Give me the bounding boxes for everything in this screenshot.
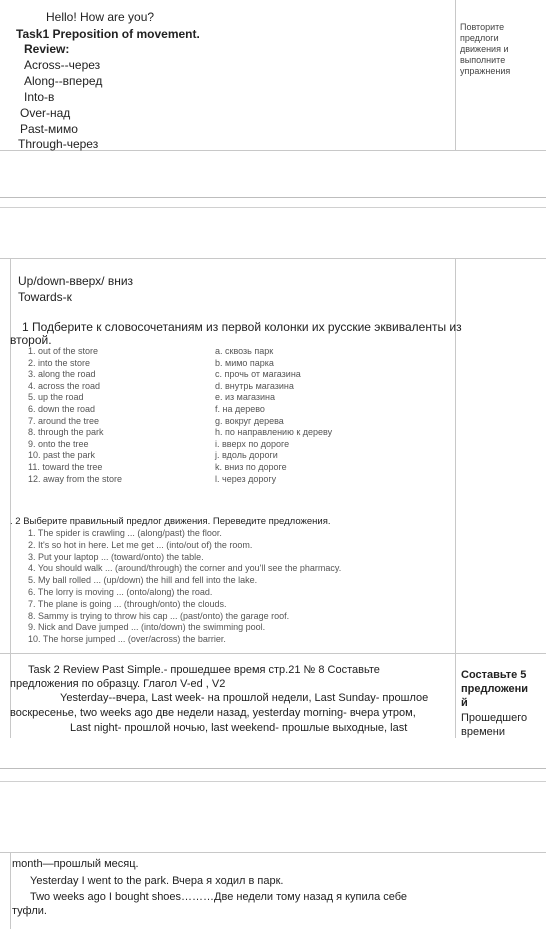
page-edge [0,197,546,198]
pair-item: Into-в [24,90,55,104]
side-note-line: й [461,697,468,709]
side-note-line: Составьте 5 [461,669,527,681]
list-item: b. мимо парка [215,357,274,368]
task-2-line: Yesterday--вчера, Last week- на прошлой недели, Last Sunday- прошлое [60,692,429,704]
list-item: d. внутрь магазина [215,380,294,391]
list-item: 4. You should walk ... (around/through) the corner and you'll see the pharmacy. [28,563,342,574]
list-item: c. прочь от магазина [215,369,301,380]
pair-item: Through-через [18,137,99,151]
task-2-line: предложения по образцу. Глагол V-ed , V2 [10,678,226,690]
list-item: 8. through the park [28,427,104,438]
exercise-2-list [28,528,341,646]
side-note-line: Прошедшего [461,712,528,724]
list-item: 7. The plane is going ... (through/onto) the clouds. [28,598,227,609]
list-item: g. вокруг дерева [215,415,284,426]
side-note-line: выполните [460,55,506,65]
list-item: 2. It's so hot in here. Let me get ... (into/out of) the room. [28,539,253,550]
side-note-line: движения и [460,44,509,54]
side-note-bold [461,668,528,710]
list-item: 3. along the road [28,369,96,380]
column-divider [455,0,456,150]
side-note-line: предложени [461,683,529,695]
list-item: 6. The lorry is moving ... (onto/along) the road. [28,586,213,597]
list-item: 1. out of the store [28,346,99,356]
list-item: 11. toward the tree [28,461,103,472]
pair-item: Along--вперед [24,74,103,88]
list-item: e. из магазина [215,392,275,403]
list-item: 10. past the park [28,450,96,461]
exercise-1-left-column [28,346,122,485]
pair-item: Towards-к [18,290,72,304]
list-item: i. вверх по дороге [215,438,290,449]
page-3-line: Yesterday I went to the park. Вчера я ходил в парк. [30,875,284,887]
page-top-border [0,852,546,853]
list-item: 9. Nick and Dave jumped ... (into/down) the swimming pool. [28,622,266,633]
pair-item: Across--через [24,58,101,72]
list-item: a. сквозь парк [215,346,274,356]
pair-item: Over-над [20,106,71,120]
list-item: 1. The spider is crawling ... (along/past) the floor. [28,528,222,538]
side-note-line: Повторите [460,22,505,32]
left-border [10,852,11,929]
task-2-line: Last night- прошлой ночью, last weekend- прошлые выходные, last [70,722,408,734]
task-2-line: Task 2 Review Past Simple.- прошедшее время стр.21 № 8 Составьте [28,664,380,676]
page-3-line: Two weeks ago I bought shoes………Две недели тому назад я купила себе [30,891,408,903]
page-edge [0,781,546,782]
left-border [10,258,11,738]
list-item: 4. across the road [28,380,101,391]
exercise-2-instruction: . 2 Выберите правильный предлог движения. Переведите предложения. [10,516,331,527]
list-item: 6. down the road [28,403,96,414]
list-item: 7. around the tree [28,415,100,426]
pair-item: Up/down-вверх/ вниз [18,274,134,288]
side-note [460,22,510,77]
list-item: 2. into the store [28,357,91,368]
list-item: 8. Sammy is trying to throw his cap ... (past/onto) the garage roof. [28,610,290,621]
task-2-line: воскресенье, two weeks ago две недели назад, yesterday morning- вчера утром, [10,707,416,719]
list-item: k. вниз по дороге [215,461,287,472]
list-item: 12. away from the store [28,473,123,484]
page-edge [0,768,546,769]
side-note-line: упражнения [460,66,511,76]
page-3-line: month—прошлый месяц. [12,858,139,870]
list-item: 9. onto the tree [28,438,89,449]
side-note-line: предлоги [460,33,499,43]
task-title: Task1 Preposition of movement. [16,27,200,41]
page-3-line: туфли. [12,905,47,917]
page-edge [0,207,546,208]
list-item: h. по направлению к дереву [215,427,333,438]
pair-item: Past-мимо [20,122,78,136]
greeting-text: Hello! How are you? [46,10,155,24]
side-note-plain [461,711,527,739]
side-note-line: времени [461,726,505,738]
list-item: 5. My ball rolled ... (up/down) the hill and fell into the lake. [28,575,258,586]
list-item: j. вдоль дороги [215,450,278,461]
page-top-border [0,258,546,259]
exercise-1-instruction-cont: второй. [10,333,52,347]
list-item: 3. Put your laptop ... (toward/onto) the table. [28,551,204,562]
review-label: Review: [24,42,70,56]
exercise-1-instruction: 1 Подберите к словосочетаниям из первой колонки их русские эквиваленты из [22,320,462,334]
list-item: 5. up the road [28,392,84,403]
exercise-1-right-column [215,346,332,485]
list-item: 10. The horse jumped ... (over/across) the barrier. [28,634,226,645]
row-divider [0,653,546,654]
list-item: l. через дорогу [215,473,277,484]
list-item: f. на дерево [215,403,265,414]
